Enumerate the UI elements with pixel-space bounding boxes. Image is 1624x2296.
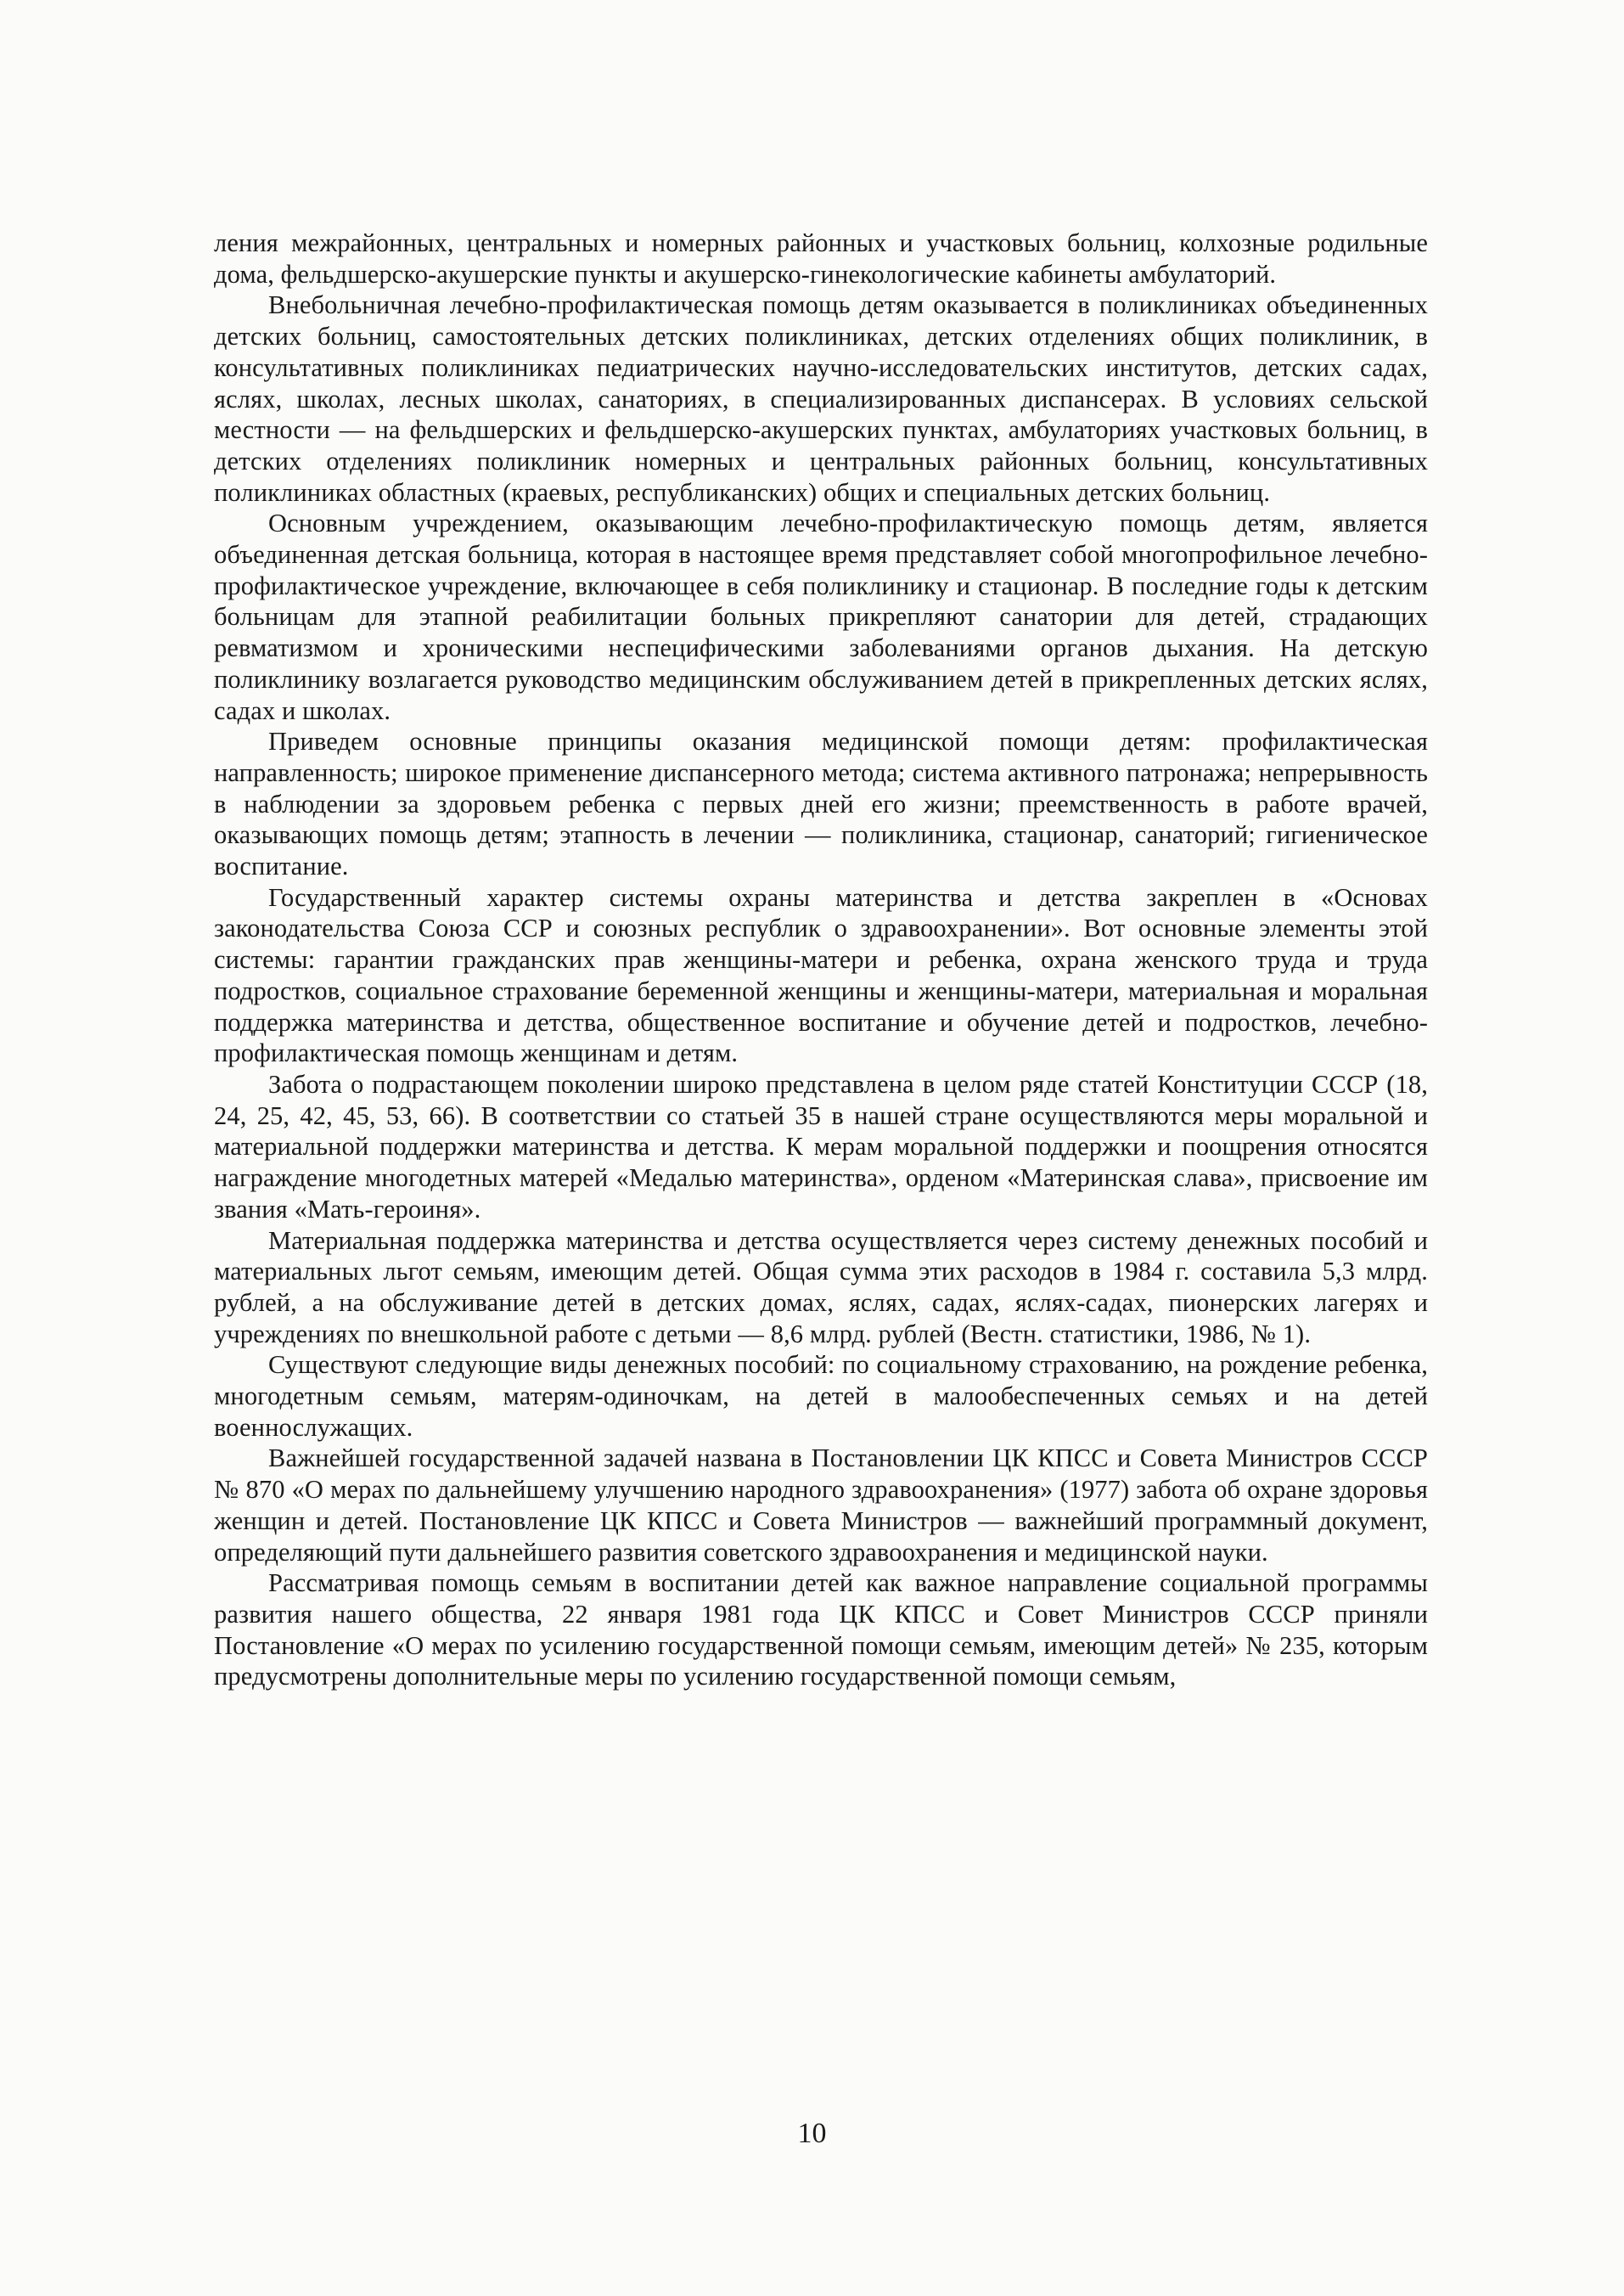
body-text bbox=[214, 228, 1428, 1692]
page-number: 10 bbox=[797, 2118, 827, 2149]
paragraph-4: Приведем основные принципы оказания медицинской помощи детям: профилактическая направленность; широкое применение диспансерного метода; система активного патронажа; непрерывность в наблюдении за здоровьем ребенка с первых дней его жизни; преемственность в работе врачей, оказывающих помощь детям; этапность в лечении — поликлиника, стационар, санаторий; гигиеническое воспитание. bbox=[214, 727, 1428, 881]
paragraph-6: Забота о подрастающем поколении широко представлена в целом ряде статей Конституции СССР (18, 24, 25, 42, 45, 53, 66). В соответствии со статьей 35 в нашей стране осуществляются меры моральной и материальной поддержки материнства и детства. К мерам моральной поддержки и поощрения относятся награждение многодетных матерей «Медалью материнства», орденом «Материнская слава», присвоение им звания «Мать-героиня». bbox=[214, 1069, 1428, 1224]
paragraph-9: Важнейшей государственной задачей названа в Постановлении ЦК КПСС и Совета Министров СССР № 870 «О мерах по дальнейшему улучшению народного здравоохранения» (1977) забота об охране здоровья женщин и детей. Постановление ЦК КПСС и Совета Министров — важнейший программный документ, определяющий пути дальнейшего развития советского здравоохранения и медицинской науки. bbox=[214, 1443, 1428, 1567]
paragraph-10: Рассматривая помощь семьям в воспитании детей как важное направление социальной программы развития нашего общества, 22 января 1981 года ЦК КПСС и Совет Министров СССР приняли Постановление «О мерах по усилению государственной помощи семьям, имеющим детей» № 235, которым предусмотрены дополнительные меры по усилению государственной помощи семьям, bbox=[214, 1568, 1428, 1691]
paragraph-3: Основным учреждением, оказывающим лечебно-профилактическую помощь детям, является объединенная детская больница, которая в настоящее время представляет собой многопрофильное лечебно-профилактическое учреждение, включающее в себя поликлинику и стационар. В последние годы к детским больницам для этапной реабилитации больных прикрепляют санатории для детей, страдающих ревматизмом и хроническими неспецифическими заболеваниями органов дыхания. На детскую поликлинику возлагается руководство медицинским обслуживанием детей в прикрепленных детских яслях, садах и школах. bbox=[214, 509, 1428, 725]
paragraph-5: Государственный характер системы охраны материнства и детства закреплен в «Основах законодательства Союза ССР и союзных республик о здравоохранении». Вот основные элементы этой системы: гарантии гражданских прав женщины-матери и ребенка, охрана женского труда и труда подростков, социальное страхование беременной женщины и женщины-матери, материальная и моральная поддержка материнства и детства, общественное воспитание и обучение детей и подростков, лечебно-профилактическая помощь женщинам и детям. bbox=[214, 882, 1428, 1068]
paragraph-7: Материальная поддержка материнства и детства осуществляется через систему денежных пособий и материальных льгот семьям, имеющим детей. Общая сумма этих расходов в 1984 г. составила 5,3 млрд. рублей, а на обслуживание детей в детских домах, яслях, садах, яслях-садах, пионерских лагерях и учреждениях по внешкольной работе с детьми — 8,6 млрд. рублей (Вестн. статистики, 1986, № 1). bbox=[214, 1225, 1428, 1348]
paragraph-8: Существуют следующие виды денежных пособий: по социальному страхованию, на рождение ребенка, многодетным семьям, матерям-одиночкам, на детей в малообеспеченных семьях и на детей военнослужащих. bbox=[214, 1350, 1428, 1442]
paragraph-2: Внебольничная лечебно-профилактическая помощь детям оказывается в поликлиниках объединенных детских больниц, самостоятельных детских поликлиниках, детских отделениях общих поликлиник, в консультативных поликлиниках педиатрических научно-исследовательских институтов, детских садах, яслях, школах, лесных школах, санаториях, в специализированных диспансерах. В условиях сельской местности — на фельдшерских и фельдшерско-акушерских пунктах, амбулаториях участковых больниц, в детских отделениях поликлиник номерных и центральных районных больниц, консультативных поликлиниках областных (краевых, республиканских) общих и специальных детских больниц. bbox=[214, 290, 1428, 507]
paragraph-1: ления межрайонных, центральных и номерных районных и участковых больниц, колхозные родильные дома, фельдшерско-акушерские пункты и акушерско-гинекологические кабинеты амбулаторий. bbox=[214, 228, 1428, 289]
